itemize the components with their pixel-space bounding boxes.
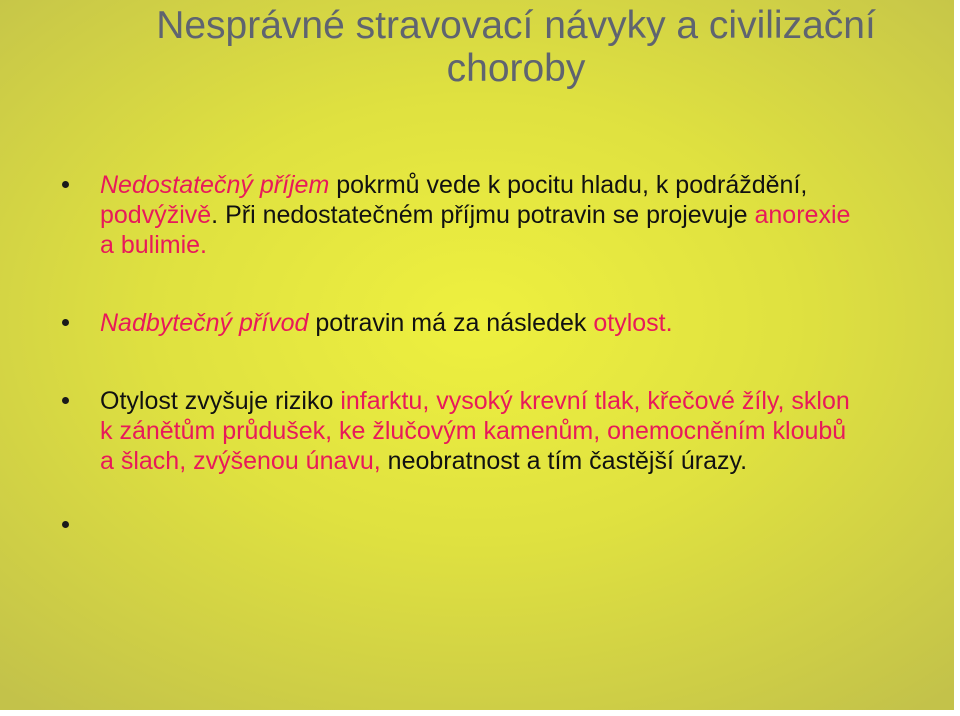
bullet-3-text: Otylost zvyšuje riziko [100, 387, 341, 415]
slide-title: Nesprávné stravovací návyky a civilizační choroby [156, 4, 876, 90]
bullet-3-text-2: neobratnost a tím častější úrazy. [380, 447, 748, 475]
bullet-1-highlight-2: podvýživě [100, 201, 212, 229]
bullet-1-highlight: Nedostatečný příjem [100, 171, 330, 199]
bullet-item-4-empty [100, 510, 860, 540]
bullet-1-text: pokrmů vede k pocitu hladu, k podráždění, [329, 171, 808, 199]
bullet-3-highlight: infarktu, vysoký krevní tlak, křečové žíly, sklon k zánětům průdušek, ke žlučovým kamenům, onemocněním kloubů a šlach, zvýšenou únavu, [100, 387, 850, 475]
bullet-item-3 [100, 386, 860, 476]
bullet-dot-icon [62, 521, 69, 528]
bullet-dot-icon [62, 397, 69, 404]
bullet-item-2 [100, 308, 860, 338]
bullet-1-text-2: . Při nedostatečném příjmu potravin se projevuje [211, 201, 755, 229]
bullet-2-highlight-2: otylost. [593, 309, 673, 337]
bullet-2-text: potravin má za následek [308, 309, 594, 337]
bullet-dot-icon [62, 181, 69, 188]
bullet-dot-icon [62, 319, 69, 326]
bullet-1-highlight-3: anorexie a bulimie. [100, 201, 851, 259]
bullet-2-highlight: Nadbytečný přívod [100, 309, 309, 337]
bullet-item-1 [100, 170, 860, 260]
